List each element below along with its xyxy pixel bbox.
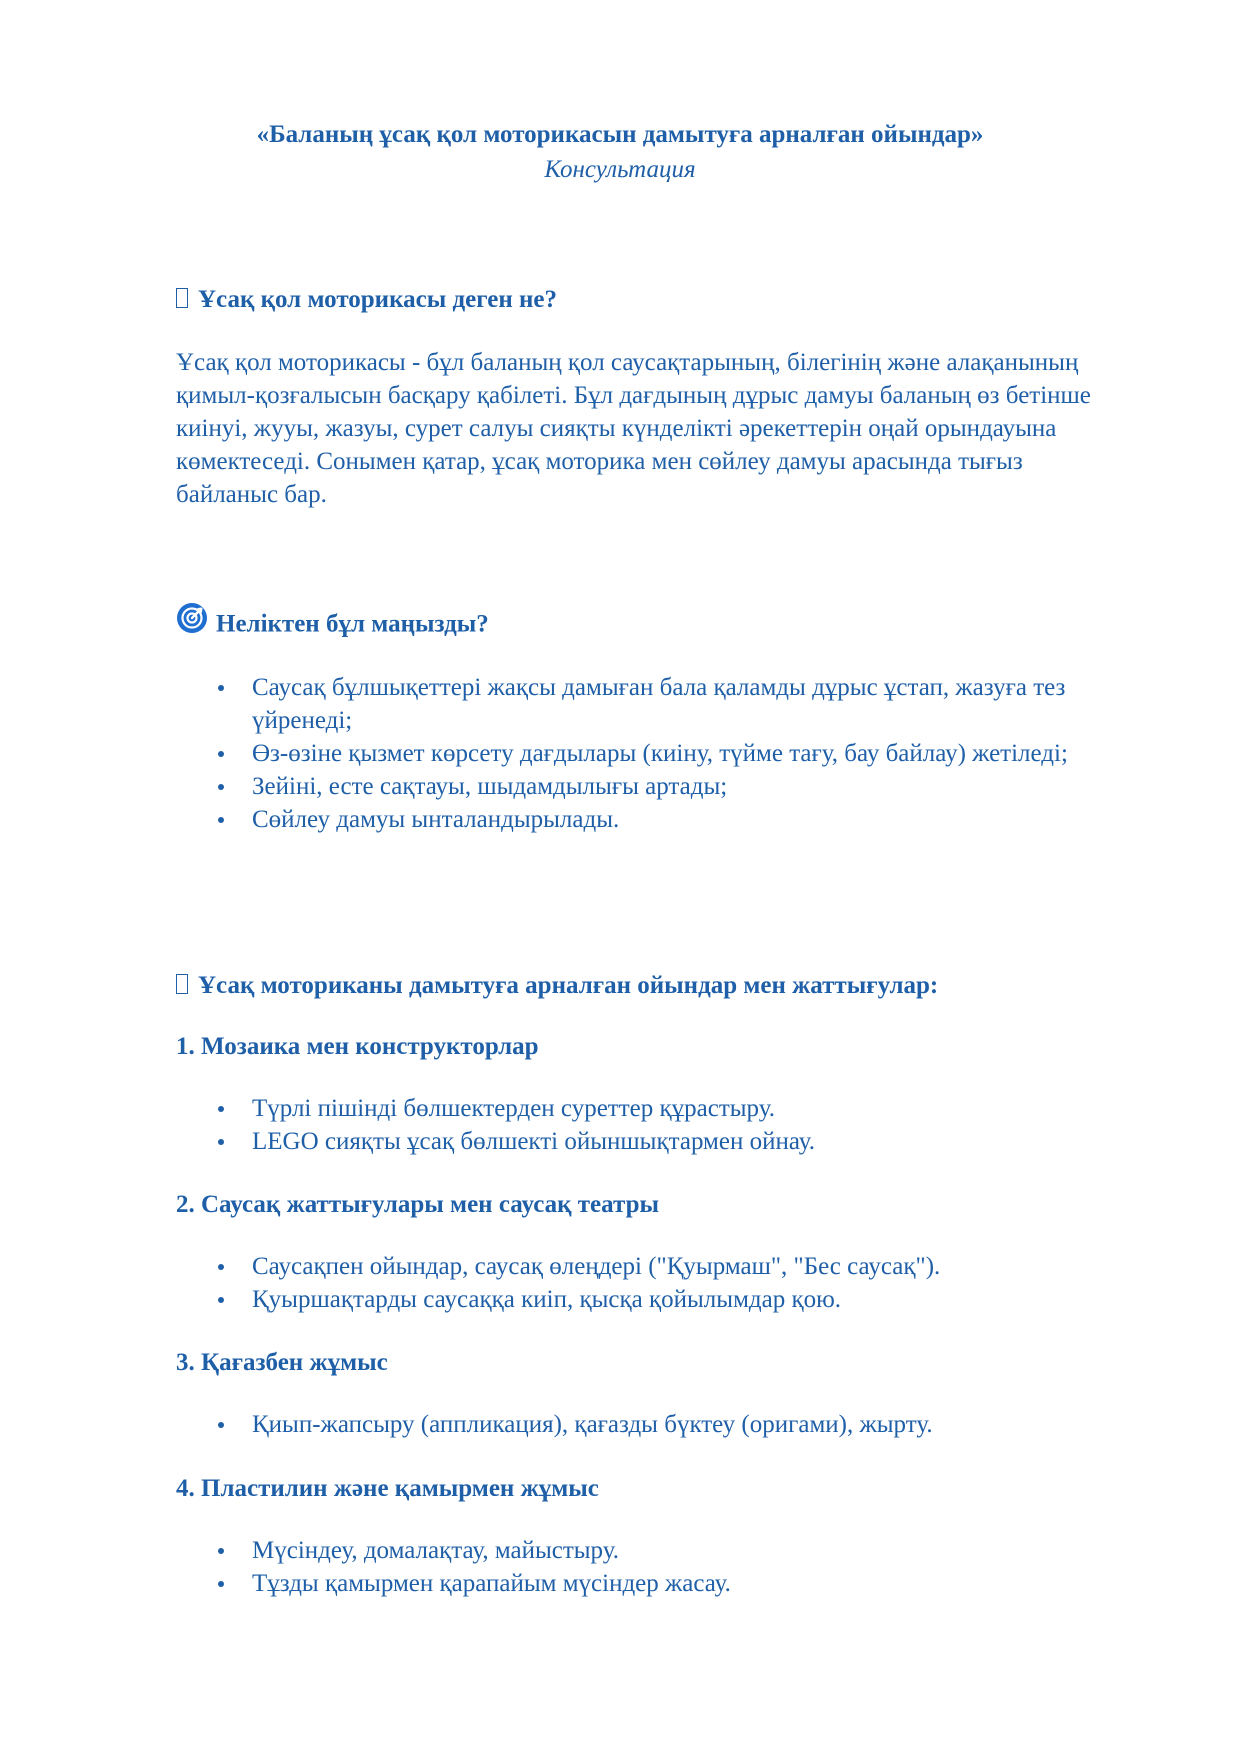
section-heading-why-important xyxy=(176,605,489,647)
list-item: LEGO сияқты ұсақ бөлшекті ойыншықтармен ойнау. xyxy=(176,1125,1126,1158)
list-item: Өз-өзіне қызмет көрсету дағдылары (киіну, түйме тағу, бау байлау) жетіледі; xyxy=(176,737,1126,770)
section-paragraph: Ұсақ қол моторикасы - бұл баланың қол саусақтарының, білегінің және алақанының қимыл-қозғалысын басқару қабілеті. Бұл дағдының дұрыс дамуы баланың өз бетінше киінуі, жууы, жазуы, сурет салуы сияқты күнделікті әрекеттерін оңай орындауына көмектеседі. Сонымен қатар, ұсақ моторика мен сөйлеу дамуы арасында тығыз байланыс бар. xyxy=(176,349,1091,508)
list-item: Тұзды қамырмен қарапайым мүсіндер жасау. xyxy=(176,1567,1126,1600)
list-item: Саусақпен ойындар, саусақ өлеңдері ("Қуырмаш", "Бес саусақ"). xyxy=(176,1250,1126,1283)
list-item: Саусақ бұлшықеттері жақсы дамыған бала қаламды дұрыс ұстап, жазуға тез үйренеді; xyxy=(176,671,1126,737)
section-heading-text: Ұсақ қол моторикасы деген не? xyxy=(198,286,557,313)
document-title: «Баланың ұсақ қол моторикасын дамытуға арналған ойындар» xyxy=(256,121,984,148)
list-item: Сөйлеу дамуы ынталандырылады. xyxy=(176,803,1126,836)
box-placeholder-icon xyxy=(176,288,188,308)
paper-work-list xyxy=(176,1408,1126,1441)
mosaic-list xyxy=(176,1092,1126,1158)
list-item: Мүсіндеу, домалақтау, майыстыру. xyxy=(176,1534,1126,1567)
list-item: Қиып-жапсыру (аппликация), қағазды бүктеу (оригами), жырту. xyxy=(176,1408,1126,1441)
box-placeholder-icon xyxy=(176,974,188,994)
subsection-heading-mosaic: 1. Мозаика мен конструкторлар xyxy=(176,1033,539,1060)
list-item: Қуыршақтарды саусаққа киіп, қысқа қойылымдар қою. xyxy=(176,1283,1126,1316)
document-subtitle: Консультация xyxy=(544,156,696,183)
target-icon xyxy=(176,602,208,644)
section-heading-text: Ұсақ моториканы дамытуға арналған ойындар мен жаттығулар: xyxy=(198,972,939,999)
list-item: Зейіні, есте сақтауы, шыдамдылығы артады; xyxy=(176,770,1126,803)
section-heading-text: Неліктен бұл маңызды? xyxy=(216,610,489,638)
subsection-heading-plasticine: 4. Пластилин және қамырмен жұмыс xyxy=(176,1475,599,1502)
plasticine-list xyxy=(176,1534,1126,1600)
section-heading-what-is xyxy=(176,283,557,317)
subsection-heading-paper: 3. Қағазбен жұмыс xyxy=(176,1349,388,1376)
subsection-heading-finger-games: 2. Саусақ жаттығулары мен саусақ театры xyxy=(176,1191,659,1218)
list-item: Түрлі пішінді бөлшектерден суреттер құрастыру. xyxy=(176,1092,1126,1125)
importance-list xyxy=(176,671,1126,836)
section-heading-games xyxy=(176,969,938,1003)
finger-games-list xyxy=(176,1250,1126,1316)
